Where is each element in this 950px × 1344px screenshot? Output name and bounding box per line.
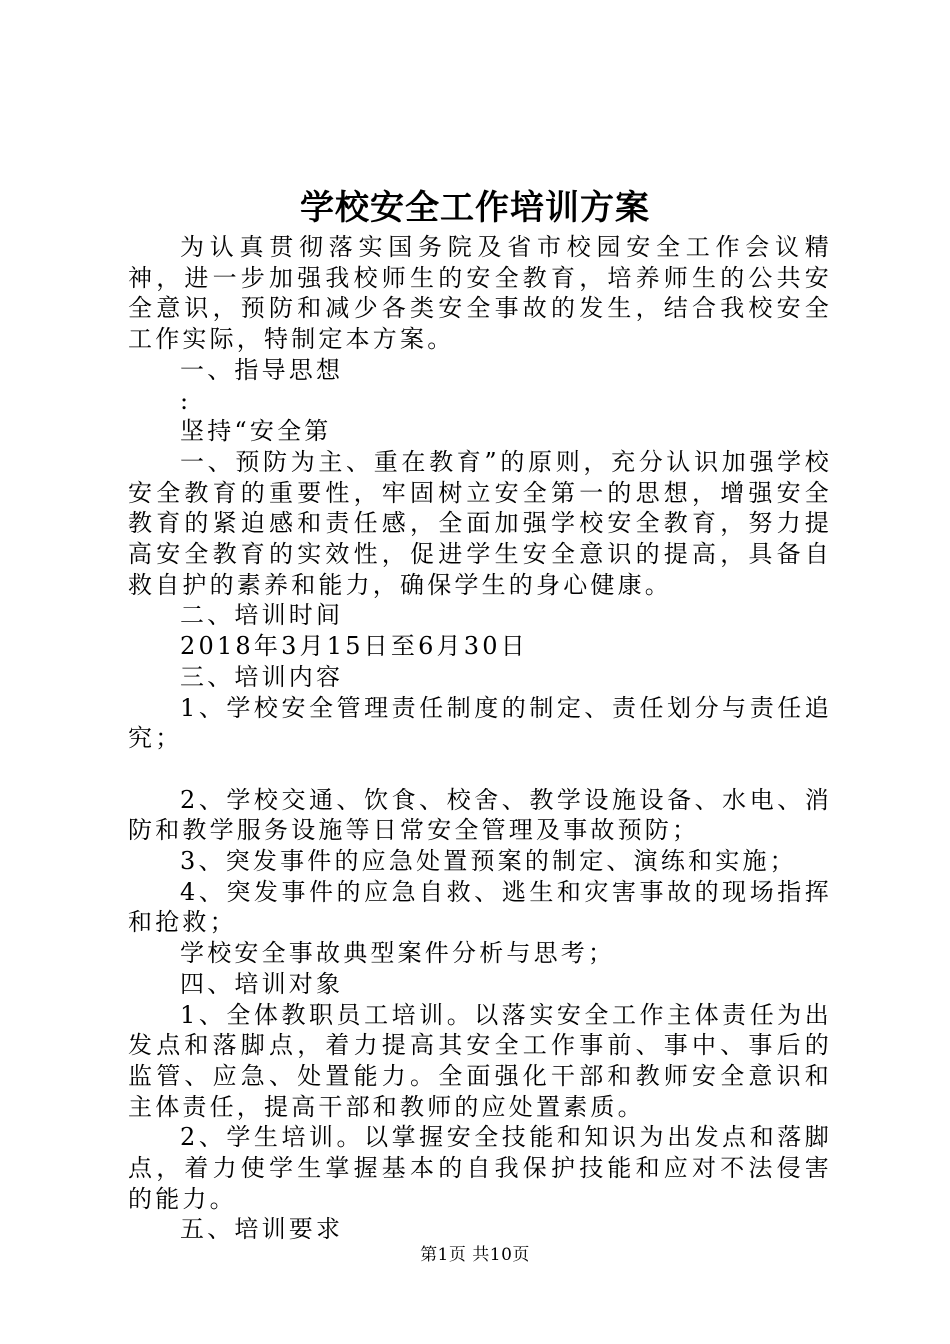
blank-line [128,754,832,785]
content-item-4: 4、突发事件的应急自救、逃生和灾害事故的现场指挥和抢救； [128,877,832,937]
target-item-staff: 1、全体教职员工培训。以落实安全工作主体责任为出发点和落脚点，着力提高其安全工作事前、事中、事后的监管、应急、处置能力。全面强化干部和教师安全意识和主体责任，提高干部和教师的应处置素质。 [128,1000,832,1121]
document-title: 学校安全工作培训方案 [300,188,650,228]
heading-training-requirements: 五、培训要求 [180,1215,344,1244]
page-footer: 第1页 共10页 [420,1245,530,1265]
heading-training-content: 三、培训内容 [180,662,344,691]
heading-guiding-ideology: 一、指导思想 [180,355,344,384]
paragraph-principle: 一、预防为主、重在教育”的原则，充分认识加强学校安全教育的重要性，牢固树立安全第一的思想，增强安全教育的紧迫感和责任感，全面加强学校安全教育，努力提高安全教育的实效性，促进学生安全意识的提高，具备自救自护的素养和能力，确保学生的身心健康。 [128,447,832,599]
heading-training-targets: 四、培训对象 [180,969,344,998]
content-item-2: 2、学校交通、饮食、校舍、教学设施设备、水电、消防和教学服务设施等日常安全管理及事故预防； [128,785,832,845]
paragraph-colon: : [180,386,192,415]
content-item-1: 1、学校安全管理责任制度的制定、责任划分与责任追究； [128,693,832,753]
content-item-case-analysis: 学校安全事故典型案件分析与思考； [180,939,616,968]
paragraph-training-dates: 2018年3月15日至6月30日 [180,632,528,661]
paragraph-adhere: 坚持“安全第 [180,417,332,446]
document-body [128,232,832,1245]
paragraph-intro: 为认真贯彻落实国务院及省市校园安全工作会议精神，进一步加强我校师生的安全教育，培养师生的公共安全意识，预防和减少各类安全事故的发生，结合我校安全工作实际，特制定本方案。 [128,233,832,354]
content-item-3: 3、突发事件的应急处置预案的制定、演练和实施； [180,847,797,876]
heading-training-time: 二、培训时间 [180,601,344,630]
target-item-students: 2、学生培训。以掌握安全技能和知识为出发点和落脚点，着力使学生掌握基本的自我保护技能和应对不法侵害的能力。 [128,1123,832,1213]
